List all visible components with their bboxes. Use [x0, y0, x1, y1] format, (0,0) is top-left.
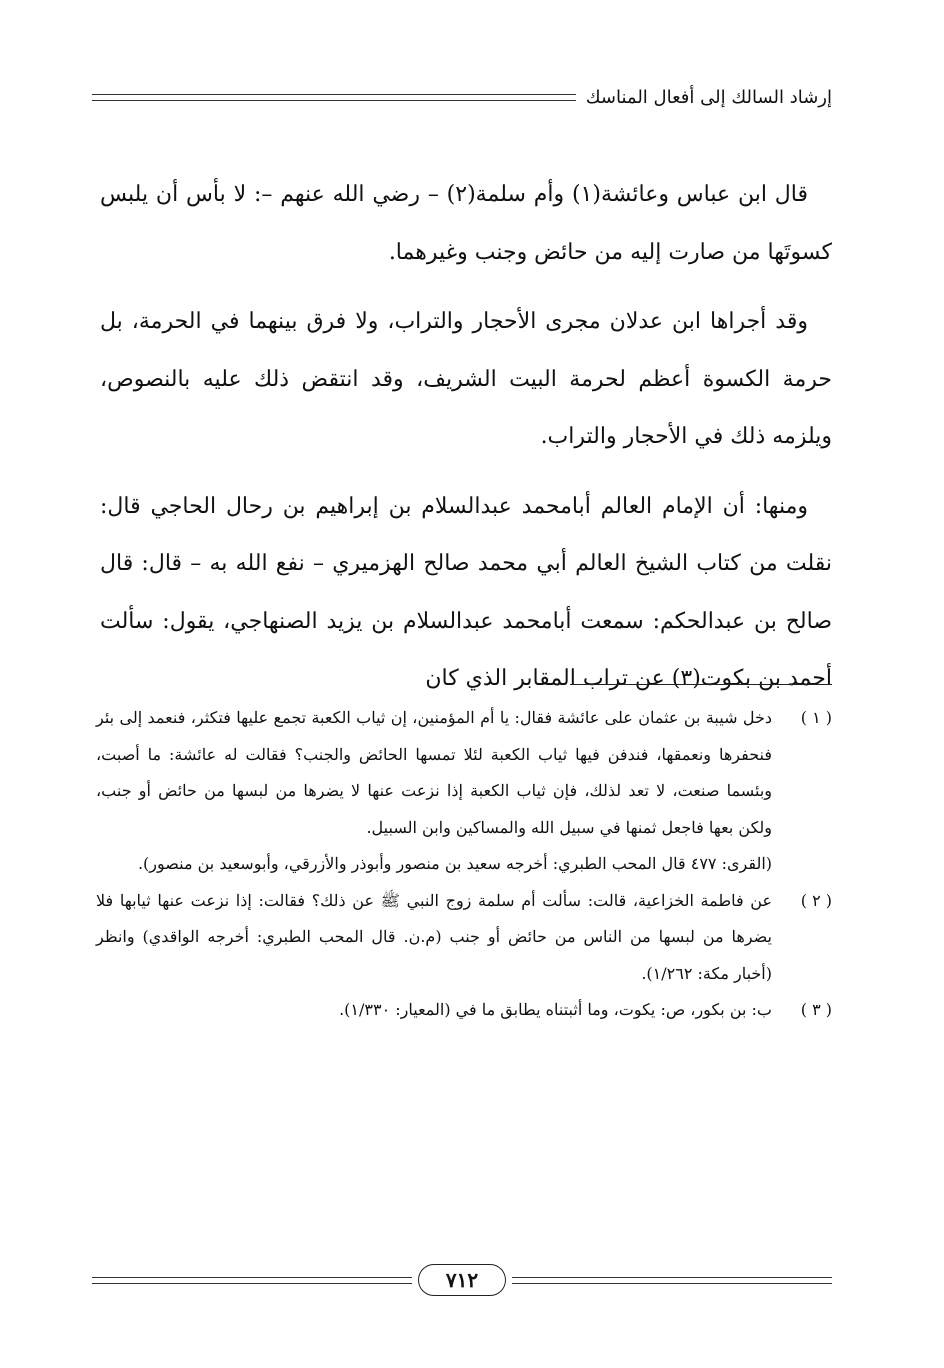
main-text	[100, 166, 832, 720]
footnote-body	[96, 883, 772, 993]
footnote	[96, 883, 832, 993]
footnote-number: ( ٣ )	[800, 1000, 832, 1019]
footnote	[96, 700, 832, 883]
paragraph: وقد أجراها ابن عدلان مجرى الأحجار والتراب، ولا فرق بينهما في الحرمة، بل حرمة الكسوة أعظم لحرمة البيت الشريف، وقد انتقض ذلك عليه بالنصوص، ويلزمه ذلك في الأحجار والتراب.	[100, 309, 832, 449]
running-title: إرشاد السالك إلى أفعال المناسك	[585, 86, 832, 108]
footer-rule-left	[92, 1277, 412, 1284]
footer-rule-right	[512, 1277, 832, 1284]
footnotes	[96, 700, 832, 1029]
footnote-body	[96, 992, 772, 1029]
footnote-separator	[570, 684, 832, 685]
page-number: ٧١٢	[418, 1264, 506, 1296]
paragraph: قال ابن عباس وعائشة(١) وأم سلمة(٢) – رضي الله عنهم –: لا بأس أن يلبس كسوتَها من صارت إليه من حائض وجنب وغيرهما.	[100, 182, 832, 265]
footnote-source: (القرى: ٤٧٧ قال المحب الطبري: أخرجه سعيد بن منصور وأبوذر والأزرقي، وأبوسعيد بن منصور).	[137, 854, 772, 873]
footnote-text: عن فاطمة الخزاعية، قالت: سألت أم سلمة زوج النبي ﷺ عن ذلك؟ فقالت: إذا نزعت عنها ثيابها فلا يضرها من لبسها من الناس من حائض أو جنب (م.ن. قال المحب الطبري: أخرجه الواقدي) وانظر (أخبار مكة: ١/٢٦٢).	[96, 890, 772, 983]
footnote-text: ب: بن بكور، ص: يكوت، وما أثبتناه يطابق ما في (المعيار: ١/٣٣٠).	[339, 1000, 772, 1019]
header-double-rule	[92, 94, 576, 101]
footnote-number: ( ١ )	[800, 708, 832, 727]
page-footer	[92, 1260, 832, 1300]
paragraph: ومنها: أن الإمام العالم أبامحمد عبدالسلام بن إبراهيم بن رحال الحاجي قال: نقلت من كتاب الشيخ العالم أبي محمد صالح الهزميري – نفع الله به – قال: قال صالح بن عبدالحكم: سمعت أبامحمد عبدالسلام بن يزيد الصنهاجي، يقول: سألت أحمد بن بكوت(٣) عن تراب المقابر الذي كان	[100, 493, 832, 691]
running-header	[92, 82, 832, 112]
footnote	[96, 992, 832, 1029]
footnote-body	[96, 700, 772, 883]
footnote-text: دخل شيبة بن عثمان على عائشة فقال: يا أم المؤمنين، إن ثياب الكعبة تجمع عليها فتكثر، فنعمد إلى بئر فنحفرها ونعمقها، فندفن فيها ثياب الكعبة لئلا تمسها الحائض والجنب؟ فقالت له عائشة: ما أصبت، وبئسما صنعت، لا تعد لذلك، فإن ثياب الكعبة إذا نزعت عنها لا يضرها من لبسها من حائض أو جنب، ولكن بعها فاجعل ثمنها في سبيل الله والمساكين وابن السبيل.	[96, 708, 773, 837]
footnote-number: ( ٢ )	[800, 890, 832, 910]
